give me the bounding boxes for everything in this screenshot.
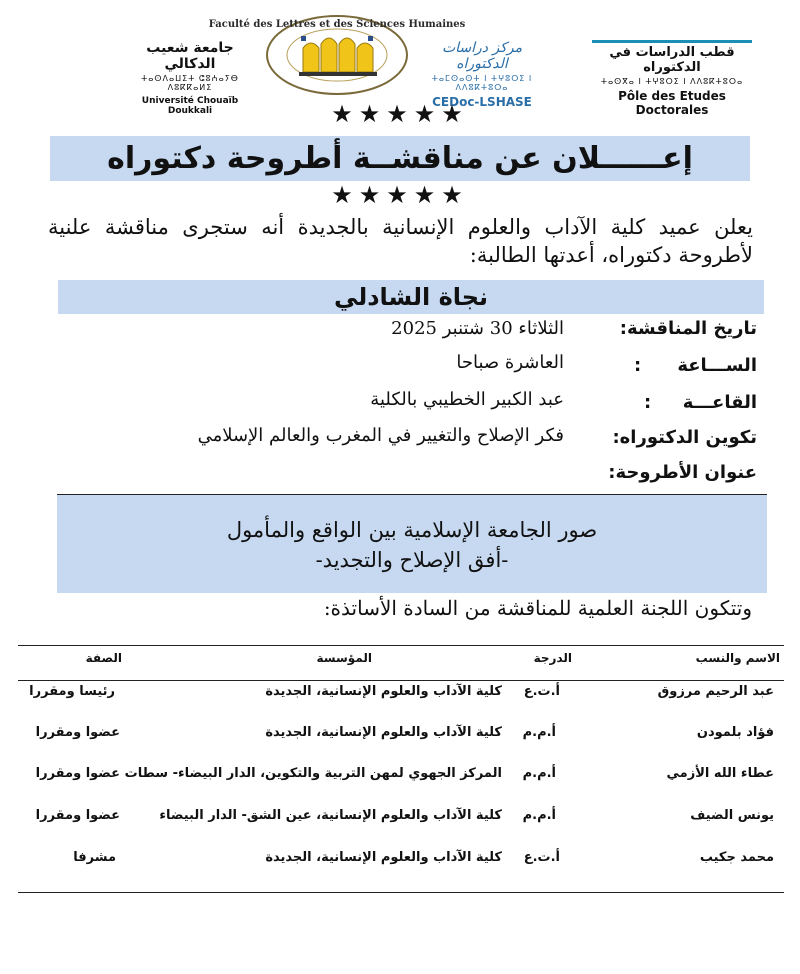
stars-bottom: ★★★★★: [331, 181, 469, 209]
table-top-rule: [18, 645, 784, 646]
room-colon: :: [644, 392, 652, 413]
ped-logo-arabic: قطب الدراسات في الدكتوراه: [609, 45, 735, 75]
date-label: تاريخ المناقشة:: [619, 318, 757, 339]
row-name: يونس الضيف: [690, 808, 774, 823]
row-name: محمد جكيب: [699, 850, 774, 865]
row-grade: أ.ت.ع: [523, 850, 560, 865]
ucd-logo-arabic: جامعة شعيب الدكالي: [146, 40, 234, 72]
row-grade: أ.م.م: [522, 808, 556, 823]
cedoc-logo-tifinagh: ⵜⴰⵎⵙⴰⵙⵜ ⵏ ⵜⵖⵓⵔⵉ ⵏ ⴷⴷⵓⴽⵜⵓⵔⴰ: [431, 74, 533, 92]
time-colon: :: [634, 355, 642, 376]
cedoc-logo-french: CEDoc-LSHASE: [432, 95, 532, 109]
ucd-logo: [128, 40, 252, 116]
header-role: الصفة: [85, 651, 122, 665]
room-label: القاعـــة: [682, 392, 757, 413]
thesis-title-box: [57, 494, 767, 593]
program-label: تكوين الدكتوراه:: [612, 427, 757, 448]
row-role: عضوا ومقررا: [35, 766, 120, 781]
cedoc-logo: [418, 40, 546, 109]
student-name: نجاة الشادلي: [58, 280, 764, 314]
row-institution: كلية الآداب والعلوم الإنسانية، الجديدة: [265, 850, 502, 865]
cedoc-logo-arabic: مركز دراسات الدكتوراه: [441, 40, 523, 72]
row-grade: أ.ت.ع: [523, 684, 560, 699]
header-name: الاسم والنسب: [695, 651, 780, 665]
row-institution: المركز الجهوي لمهن التربية والتكوين، الدار البيضاء- سطات: [124, 766, 502, 781]
row-grade: أ.م.م: [522, 766, 556, 781]
ped-logo-tifinagh: ⵜⴰⵙⴳⴰ ⵏ ⵜⵖⵓⵔⵉ ⵏ ⴷⴷⵓⴽⵜⵓⵔⴰ: [600, 77, 744, 86]
ucd-logo-tifinagh: ⵜⴰⵙⴷⴰⵡⵉⵜ ⵛⵓⵄⴰⵢⴱ ⴷⵓⴽⴽⴰⵍⵉ: [141, 74, 239, 92]
row-institution: كلية الآداب والعلوم الإنسانية، الجديدة: [265, 684, 502, 699]
row-role: عضوا ومقررا: [35, 808, 120, 823]
row-role: رئيسا ومقررا: [29, 684, 115, 699]
time-label: الســـاعة: [677, 355, 757, 376]
thesis-title-line1: صور الجامعة الإسلامية بين الواقع والمأمول: [226, 518, 598, 542]
room-value: عبد الكبير الخطيبي بالكلية: [370, 389, 564, 410]
row-name: عبد الرحيم مرزوق: [657, 684, 774, 699]
row-institution: كلية الآداب والعلوم الإنسانية، الجديدة: [265, 725, 502, 740]
row-role: مشرفا: [73, 850, 116, 865]
intro-paragraph: يعلن عميد كلية الآداب والعلوم الإنسانية بالجديدة أنه ستجرى مناقشة علنية لأطروحة دكتوراه، أعدتها الطالبة:: [48, 215, 753, 267]
header-grade: الدرجة: [533, 651, 572, 665]
ped-logo-bar: [592, 40, 752, 43]
time-value: العاشرة صباحا: [456, 352, 564, 373]
row-name: عطاء الله الأزمي: [666, 766, 774, 781]
thesis-title-line2: -أفق الإصلاح والتجديد-: [315, 548, 509, 572]
ucd-logo-french: Université Chouaïb Doukkali: [141, 96, 239, 116]
row-name: فؤاد بلمودن: [696, 725, 774, 740]
stars-top: ★★★★★: [331, 100, 469, 128]
row-grade: أ.م.م: [522, 725, 556, 740]
jury-intro: وتتكون اللجنة العلمية للمناقشة من السادة الأساتذة:: [323, 596, 752, 620]
faculty-logo-text: Faculté des Lettres et des Sciences Humaines: [208, 19, 466, 30]
thesis-title-label: عنوان الأطروحة:: [608, 462, 757, 483]
announcement-title: إعــــــلان عن مناقشــة أطروحة دكتوراه: [50, 136, 750, 181]
row-institution: كلية الآداب والعلوم الإنسانية، عين الشق- الدار البيضاء: [159, 808, 502, 823]
table-header-rule: [18, 680, 784, 681]
header-institution: المؤسسة: [316, 651, 372, 665]
table-bottom-rule: [18, 892, 784, 893]
date-value: الثلاثاء 30 شتنبر 2025: [391, 318, 564, 339]
program-value: فكر الإصلاح والتغيير في المغرب والعالم الإسلامي: [197, 425, 564, 446]
row-role: عضوا ومقررا: [35, 725, 120, 740]
ped-logo: [592, 40, 752, 117]
ped-logo-french: Pôle des Etudes Doctorales: [618, 89, 726, 117]
faculty-logo: [208, 14, 466, 96]
